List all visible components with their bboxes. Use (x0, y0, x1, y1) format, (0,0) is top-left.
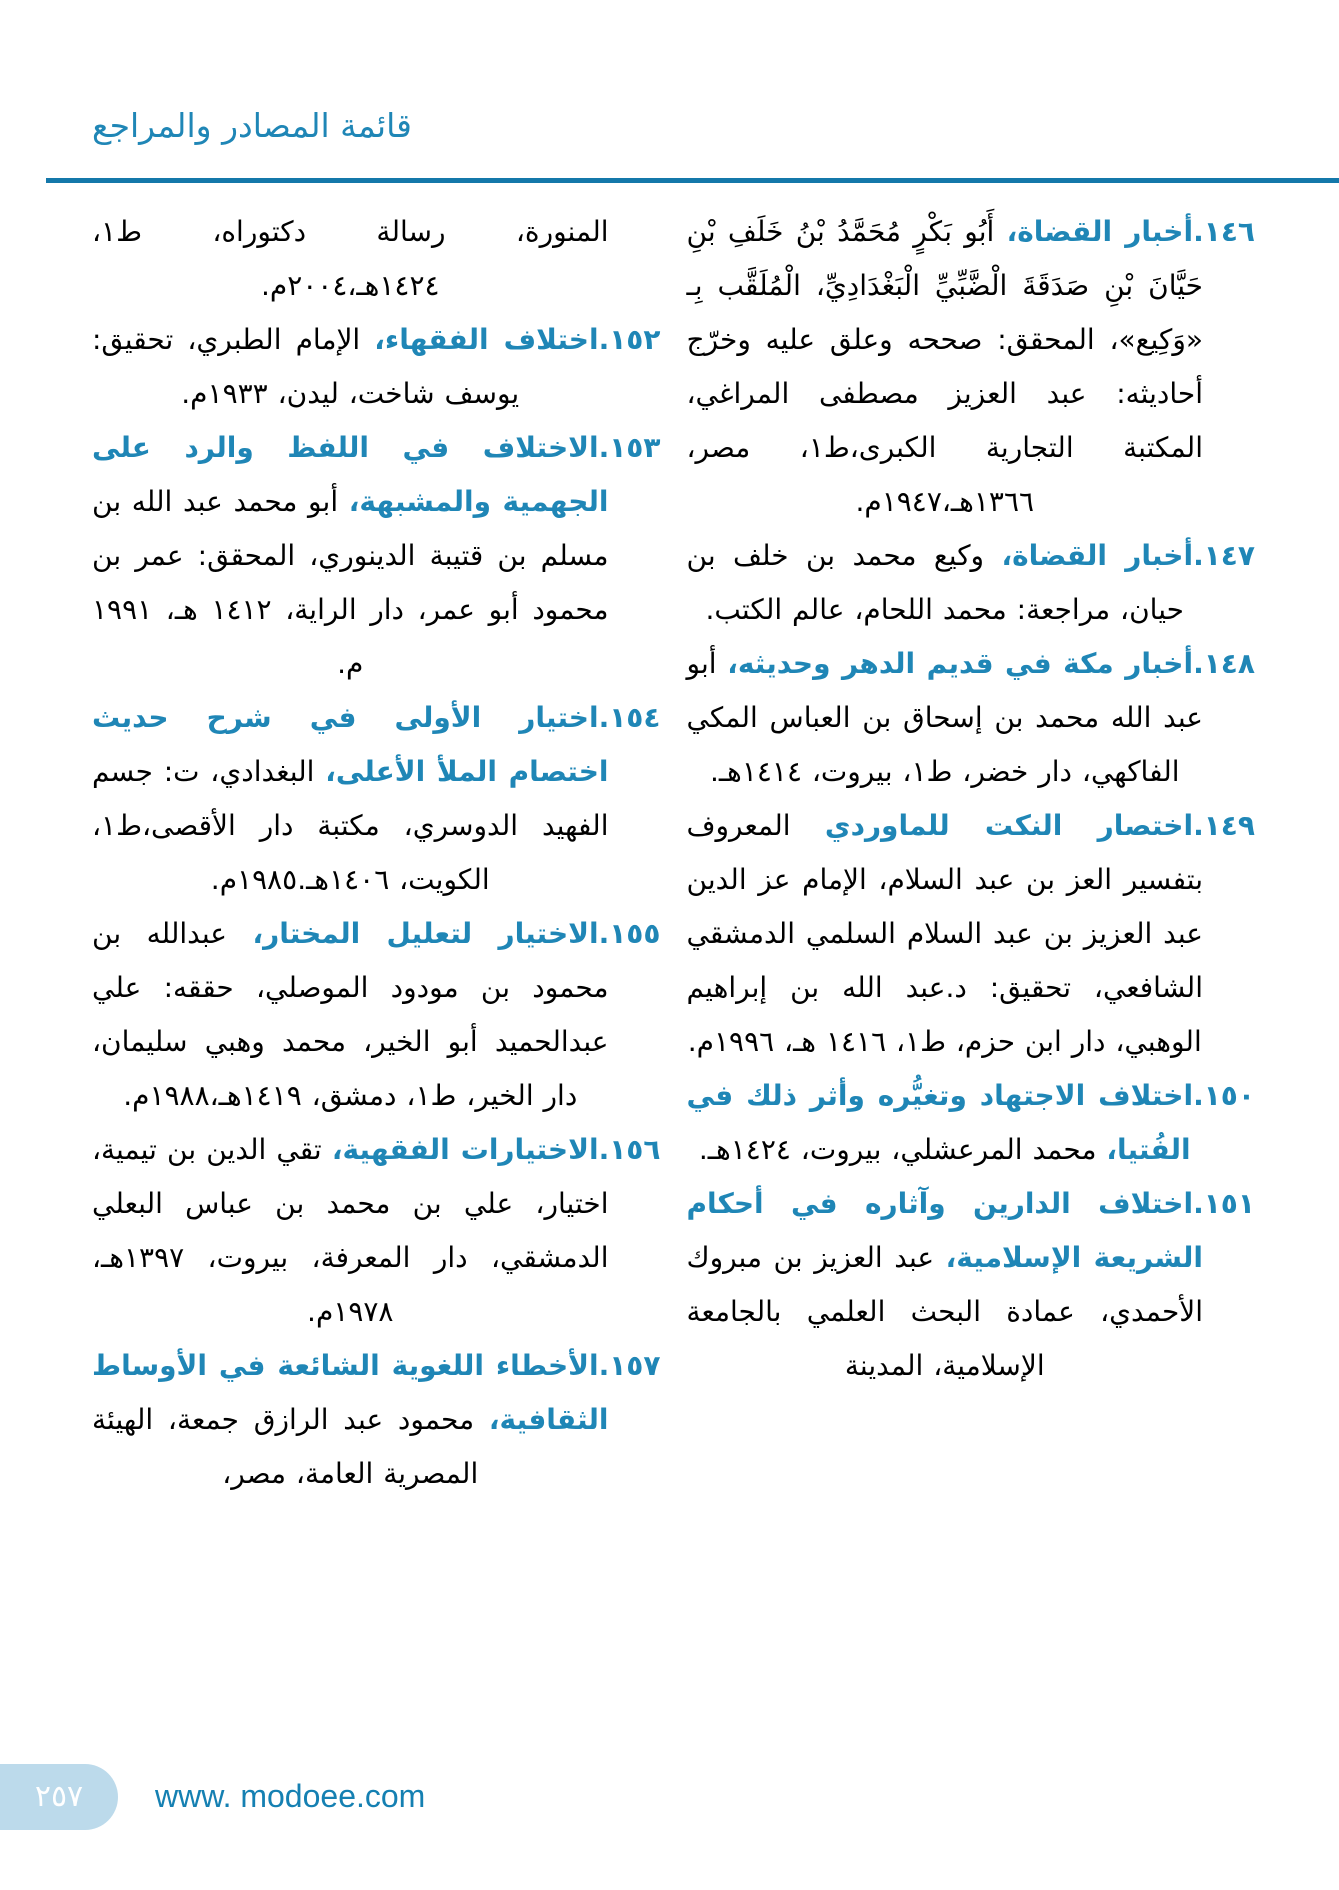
column-right (687, 205, 1256, 1501)
entry-number: ١٥٧. (598, 1349, 661, 1382)
entry-number: ١٤٧. (1193, 539, 1255, 572)
entry-title: اختيار الأولى في شرح حديث اختصام الملأ الأعلى، (92, 701, 609, 788)
entry-number: ١٤٨. (1193, 647, 1255, 680)
bibliography-entry (687, 637, 1256, 799)
bibliography-entry-continuation (92, 205, 661, 313)
entry-text: عبد العزيز بن مبروك الأحمدي، عمادة البحث العلمي بالجامعة الإسلامية، المدينة (686, 1241, 1203, 1382)
bibliography-entry (92, 1123, 661, 1339)
entry-title: اختلاف الفقهاء، (374, 323, 599, 356)
entry-text: البغدادي، ت: جسم الفهيد الدوسري، مكتبة دار الأقصى،ط١، الكويت، ١٤٠٦هـ.١٩٨٥م. (92, 755, 609, 896)
entry-title: الاختيار لتعليل المختار، (252, 917, 599, 950)
entry-title: أخبار القضاة، (1001, 539, 1194, 572)
entry-title: اختصار النكت للماوردي (824, 809, 1194, 842)
website-link[interactable]: www. modoee.com (155, 1778, 426, 1814)
entry-text: المعروف بتفسير العز بن عبد السلام، الإمام عز الدين عبد العزيز بن عبد السلام السلمي الدمشقي الشافعي، تحقيق: د.عبد الله بن إبراهيم الوهبي، دار ابن حزم، ط١، ١٤١٦ هـ، ١٩٩٦م. (686, 809, 1203, 1058)
bibliography-entry (687, 205, 1256, 529)
header-rule-divider (46, 178, 1339, 183)
bibliography-entry (687, 799, 1256, 1069)
bibliography-entry (687, 1177, 1256, 1393)
entry-text: المنورة، رسالة دكتوراه، ط١، ١٤٢٤هـ،٢٠٠٤م. (92, 215, 609, 302)
entry-number: ١٤٦. (1193, 215, 1256, 248)
bibliography-entry (92, 907, 661, 1123)
page-number-badge: ٢٥٧ (0, 1764, 118, 1830)
entry-text: أبو محمد عبد الله بن مسلم بن قتيبة الدينوري، المحقق: عمر بن محمود أبو عمر، دار الراية، ١٤١٢ هـ، ١٩٩١ م. (92, 485, 609, 680)
column-left (92, 205, 661, 1501)
entry-title: اختلاف الاجتهاد وتغيُّره وأثر ذلك في الفُتيا، (686, 1079, 1194, 1166)
entry-number: ١٥٤. (598, 701, 661, 734)
entry-title: الاختيارات الفقهية، (331, 1133, 599, 1166)
entry-title: اختلاف الدارين وآثاره في أحكام الشريعة الإسلامية، (686, 1187, 1203, 1274)
entry-number: ١٥٢. (598, 323, 661, 356)
bibliography-entry (92, 691, 661, 907)
entry-text: أَبُو بَكْرٍ مُحَمَّدُ بْنُ خَلَفِ بْنِ حَيَّانَ بْنِ صَدَقَةَ الْضَّبِّيِّ الْبَغْدَادِيِّ، الْمُلَقَّب بِـ «وَكِيع»، المحقق: صححه وعلق عليه وخرّج أحاديثه: عبد العزيز مصطفى المراغي، المكتبة التجارية الكبرى،ط١، مصر، ١٣٦٦هـ،١٩٤٧م. (686, 215, 1203, 518)
entry-number: ١٥٣. (598, 431, 661, 464)
bibliography-columns (92, 205, 1255, 1501)
page-title: قائمة المصادر والمراجع (92, 106, 412, 145)
entry-title: الاختلاف في اللفظ والرد على الجهمية والمشبهة، (92, 431, 609, 518)
entry-text: محمود عبد الرازق جمعة، الهيئة المصرية العامة، مصر، (92, 1403, 479, 1490)
entry-text: عبدالله بن محمود بن مودود الموصلي، حققه: علي عبدالحميد أبو الخير، محمد وهبي سليمان، دار الخير، ط١، دمشق، ١٤١٩هـ،١٩٨٨م. (92, 917, 609, 1112)
entry-title: أخبار مكة في قديم الدهر وحديثه، (727, 647, 1194, 680)
bibliography-entry (687, 1069, 1256, 1177)
entry-number: ١٥١. (1193, 1187, 1255, 1220)
bibliography-entry (92, 421, 661, 691)
entry-text: أبو عبد الله محمد بن إسحاق بن العباس المكي الفاكهي، دار خضر، ط١، بيروت، ١٤١٤هـ. (686, 647, 1203, 788)
entry-number: ١٤٩. (1193, 809, 1255, 842)
bibliography-entry (92, 1339, 661, 1501)
entry-title: أخبار القضاة، (1006, 215, 1194, 248)
entry-number: ١٥٠. (1193, 1079, 1255, 1112)
entry-number: ١٥٥. (598, 917, 661, 950)
entry-text: الإمام الطبري، تحقيق: يوسف شاخت، ليدن، ١٩٣٣م. (92, 323, 520, 410)
entry-text: وكيع محمد بن خلف بن حيان، مراجعة: محمد اللحام، عالم الكتب. (686, 539, 1184, 626)
bibliography-entry (687, 529, 1256, 637)
entry-title: الأخطاء اللغوية الشائعة في الأوساط الثقافية، (92, 1349, 609, 1436)
bibliography-entry (92, 313, 661, 421)
entry-text: محمد المرعشلي، بيروت، ١٤٢٤هـ. (698, 1133, 1097, 1166)
entry-text: تقي الدين بن تيمية، اختيار، علي بن محمد بن عباس البعلي الدمشقي، دار المعرفة، بيروت، ١٣٩٧هـ، ١٩٧٨م. (92, 1133, 609, 1328)
entry-number: ١٥٦. (598, 1133, 661, 1166)
